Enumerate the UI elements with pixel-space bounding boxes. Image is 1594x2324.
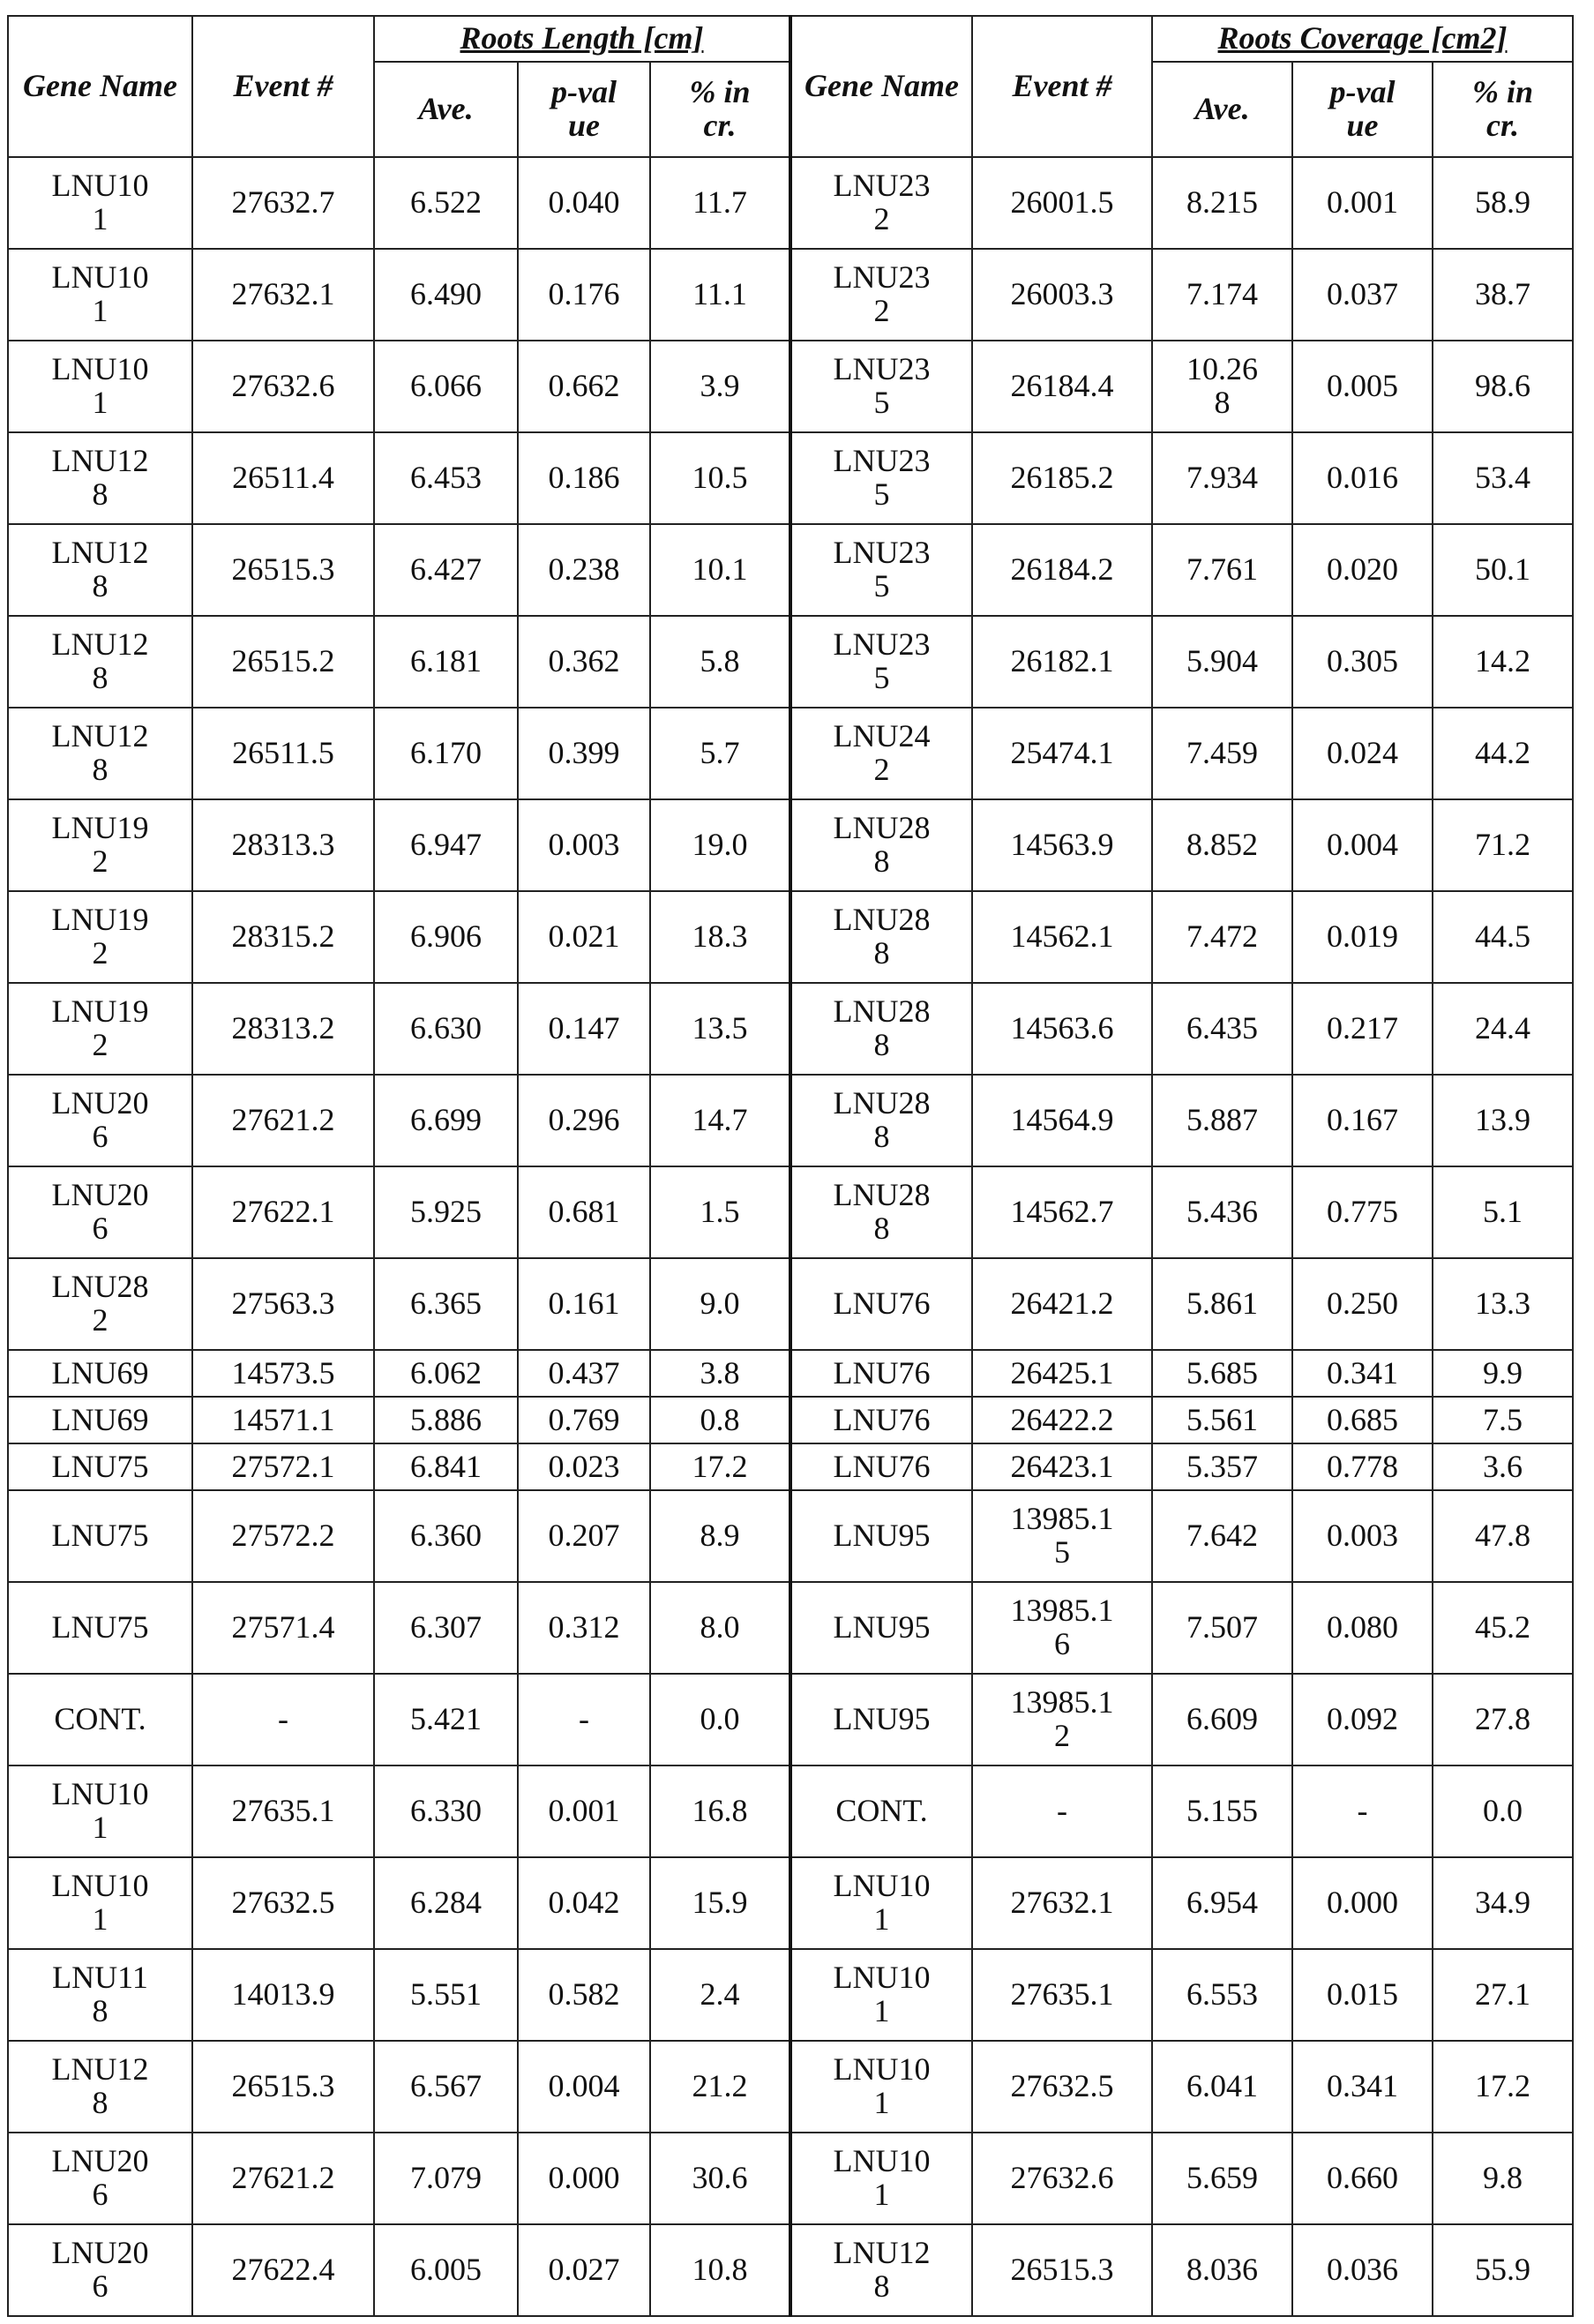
length-event-cell: 27635.1 — [192, 1765, 374, 1857]
coverage-event-cell: 26423.1 — [972, 1443, 1152, 1490]
coverage-ave-cell: 7.761 — [1152, 524, 1292, 616]
coverage-p-value-cell: 0.015 — [1292, 1949, 1433, 2041]
length-incr-cell: 11.1 — [650, 249, 790, 341]
coverage-incr-cell: 58.9 — [1433, 157, 1573, 249]
length-p-value-cell: 0.000 — [518, 2133, 650, 2224]
length-ave-cell: 6.066 — [374, 341, 518, 432]
length-incr-cell: 2.4 — [650, 1949, 790, 2041]
table-row — [8, 708, 1573, 799]
coverage-gene-name-cell: LNU76 — [790, 1443, 972, 1490]
length-p-value-cell: 0.362 — [518, 616, 650, 708]
header-incr-left: % incr. — [650, 62, 790, 157]
table-row — [8, 157, 1573, 249]
length-incr-cell: 5.8 — [650, 616, 790, 708]
header-ave-left: Ave. — [374, 62, 518, 157]
table-row — [8, 1443, 1573, 1490]
coverage-incr-cell: 14.2 — [1433, 616, 1573, 708]
length-gene-name-cell: LNU128 — [8, 524, 192, 616]
length-p-value-cell: 0.001 — [518, 1765, 650, 1857]
coverage-incr-cell: 7.5 — [1433, 1397, 1573, 1443]
table-row — [8, 983, 1573, 1075]
coverage-p-value-cell: 0.020 — [1292, 524, 1433, 616]
length-gene-name-cell: LNU192 — [8, 983, 192, 1075]
table-row — [8, 2133, 1573, 2224]
length-ave-cell: 6.490 — [374, 249, 518, 341]
header-event-left: Event # — [192, 16, 374, 157]
table-row — [8, 432, 1573, 524]
coverage-ave-cell: 5.659 — [1152, 2133, 1292, 2224]
table-row — [8, 1075, 1573, 1166]
table-row — [8, 1258, 1573, 1350]
length-event-cell: 27571.4 — [192, 1582, 374, 1674]
length-gene-name-cell: LNU206 — [8, 2224, 192, 2316]
length-p-value-cell: 0.021 — [518, 891, 650, 983]
coverage-p-value-cell: 0.004 — [1292, 799, 1433, 891]
length-incr-cell: 15.9 — [650, 1857, 790, 1949]
length-incr-cell: 5.7 — [650, 708, 790, 799]
table-row — [8, 1582, 1573, 1674]
coverage-p-value-cell: 0.005 — [1292, 341, 1433, 432]
length-incr-cell: 21.2 — [650, 2041, 790, 2133]
coverage-event-cell: 27635.1 — [972, 1949, 1152, 2041]
length-ave-cell: 5.421 — [374, 1674, 518, 1765]
coverage-p-value-cell: 0.003 — [1292, 1490, 1433, 1582]
coverage-ave-cell: 5.561 — [1152, 1397, 1292, 1443]
length-incr-cell: 8.0 — [650, 1582, 790, 1674]
length-p-value-cell: 0.003 — [518, 799, 650, 891]
table-row — [8, 249, 1573, 341]
coverage-incr-cell: 44.5 — [1433, 891, 1573, 983]
coverage-event-cell: 14562.7 — [972, 1166, 1152, 1258]
coverage-p-value-cell: 0.775 — [1292, 1166, 1433, 1258]
coverage-event-cell: 27632.6 — [972, 2133, 1152, 2224]
coverage-gene-name-cell: LNU101 — [790, 1949, 972, 2041]
length-event-cell: 27622.1 — [192, 1166, 374, 1258]
table-row — [8, 1397, 1573, 1443]
header-p-value-right: p-value — [1292, 62, 1433, 157]
coverage-gene-name-cell: LNU288 — [790, 1166, 972, 1258]
length-p-value-cell: 0.582 — [518, 1949, 650, 2041]
coverage-incr-cell: 0.0 — [1433, 1765, 1573, 1857]
coverage-p-value-cell: 0.250 — [1292, 1258, 1433, 1350]
coverage-ave-cell: 6.435 — [1152, 983, 1292, 1075]
coverage-ave-cell: 5.357 — [1152, 1443, 1292, 1490]
coverage-event-cell: 26003.3 — [972, 249, 1152, 341]
coverage-ave-cell: 5.155 — [1152, 1765, 1292, 1857]
length-incr-cell: 19.0 — [650, 799, 790, 891]
coverage-gene-name-cell: LNU235 — [790, 616, 972, 708]
header-event-right: Event # — [972, 16, 1152, 157]
coverage-event-cell: 26185.2 — [972, 432, 1152, 524]
length-event-cell: 28313.2 — [192, 983, 374, 1075]
coverage-event-cell: 13985.12 — [972, 1674, 1152, 1765]
table-body — [8, 157, 1573, 2316]
length-p-value-cell: 0.004 — [518, 2041, 650, 2133]
length-event-cell: 26511.5 — [192, 708, 374, 799]
coverage-incr-cell: 3.6 — [1433, 1443, 1573, 1490]
coverage-gene-name-cell: LNU288 — [790, 1075, 972, 1166]
length-incr-cell: 11.7 — [650, 157, 790, 249]
coverage-event-cell: 26421.2 — [972, 1258, 1152, 1350]
length-incr-cell: 1.5 — [650, 1166, 790, 1258]
length-gene-name-cell: LNU282 — [8, 1258, 192, 1350]
coverage-p-value-cell: 0.036 — [1292, 2224, 1433, 2316]
coverage-event-cell: 26184.4 — [972, 341, 1152, 432]
coverage-ave-cell: 7.507 — [1152, 1582, 1292, 1674]
coverage-incr-cell: 13.9 — [1433, 1075, 1573, 1166]
length-gene-name-cell: CONT. — [8, 1674, 192, 1765]
coverage-p-value-cell: 0.341 — [1292, 2041, 1433, 2133]
coverage-ave-cell: 10.268 — [1152, 341, 1292, 432]
length-p-value-cell: 0.023 — [518, 1443, 650, 1490]
length-incr-cell: 10.5 — [650, 432, 790, 524]
coverage-incr-cell: 34.9 — [1433, 1857, 1573, 1949]
length-gene-name-cell: LNU75 — [8, 1582, 192, 1674]
table-row — [8, 1674, 1573, 1765]
length-event-cell: 26511.4 — [192, 432, 374, 524]
coverage-event-cell: 14562.1 — [972, 891, 1152, 983]
length-p-value-cell: 0.161 — [518, 1258, 650, 1350]
length-ave-cell: 5.886 — [374, 1397, 518, 1443]
length-p-value-cell: 0.042 — [518, 1857, 650, 1949]
coverage-gene-name-cell: LNU242 — [790, 708, 972, 799]
coverage-event-cell: 27632.1 — [972, 1857, 1152, 1949]
coverage-p-value-cell: 0.037 — [1292, 249, 1433, 341]
length-gene-name-cell: LNU128 — [8, 2041, 192, 2133]
coverage-gene-name-cell: LNU76 — [790, 1397, 972, 1443]
coverage-p-value-cell: 0.167 — [1292, 1075, 1433, 1166]
coverage-gene-name-cell: LNU232 — [790, 157, 972, 249]
length-event-cell: 27632.1 — [192, 249, 374, 341]
length-incr-cell: 3.9 — [650, 341, 790, 432]
coverage-ave-cell: 6.041 — [1152, 2041, 1292, 2133]
length-ave-cell: 6.841 — [374, 1443, 518, 1490]
table-row — [8, 2224, 1573, 2316]
length-gene-name-cell: LNU75 — [8, 1490, 192, 1582]
coverage-incr-cell: 98.6 — [1433, 341, 1573, 432]
length-p-value-cell: 0.176 — [518, 249, 650, 341]
coverage-event-cell: 14563.9 — [972, 799, 1152, 891]
coverage-ave-cell: 7.472 — [1152, 891, 1292, 983]
table-row — [8, 524, 1573, 616]
length-incr-cell: 9.0 — [650, 1258, 790, 1350]
length-event-cell: 14013.9 — [192, 1949, 374, 2041]
header-gene-name-right: Gene Name — [790, 16, 972, 157]
coverage-incr-cell: 71.2 — [1433, 799, 1573, 891]
coverage-ave-cell: 8.036 — [1152, 2224, 1292, 2316]
length-gene-name-cell: LNU118 — [8, 1949, 192, 2041]
table-row — [8, 891, 1573, 983]
length-incr-cell: 18.3 — [650, 891, 790, 983]
length-event-cell: 14571.1 — [192, 1397, 374, 1443]
table-row — [8, 616, 1573, 708]
length-event-cell: 27621.2 — [192, 1075, 374, 1166]
length-incr-cell: 0.0 — [650, 1674, 790, 1765]
length-gene-name-cell: LNU69 — [8, 1350, 192, 1397]
coverage-incr-cell: 47.8 — [1433, 1490, 1573, 1582]
coverage-gene-name-cell: LNU235 — [790, 341, 972, 432]
header-incr-right: % incr. — [1433, 62, 1573, 157]
length-gene-name-cell: LNU128 — [8, 708, 192, 799]
length-event-cell: 27632.7 — [192, 157, 374, 249]
length-ave-cell: 6.330 — [374, 1765, 518, 1857]
coverage-p-value-cell: 0.024 — [1292, 708, 1433, 799]
length-incr-cell: 0.8 — [650, 1397, 790, 1443]
coverage-gene-name-cell: LNU288 — [790, 799, 972, 891]
coverage-ave-cell: 7.934 — [1152, 432, 1292, 524]
length-incr-cell: 10.8 — [650, 2224, 790, 2316]
coverage-gene-name-cell: LNU101 — [790, 2041, 972, 2133]
coverage-event-cell: - — [972, 1765, 1152, 1857]
length-p-value-cell: 0.681 — [518, 1166, 650, 1258]
length-event-cell: 27572.2 — [192, 1490, 374, 1582]
length-incr-cell: 16.8 — [650, 1765, 790, 1857]
length-event-cell: 27572.1 — [192, 1443, 374, 1490]
table-row — [8, 1949, 1573, 2041]
length-gene-name-cell: LNU101 — [8, 1765, 192, 1857]
length-ave-cell: 6.630 — [374, 983, 518, 1075]
length-ave-cell: 6.170 — [374, 708, 518, 799]
length-event-cell: 28315.2 — [192, 891, 374, 983]
coverage-incr-cell: 53.4 — [1433, 432, 1573, 524]
length-gene-name-cell: LNU101 — [8, 157, 192, 249]
table-row — [8, 1490, 1573, 1582]
length-ave-cell: 6.360 — [374, 1490, 518, 1582]
length-p-value-cell: 0.312 — [518, 1582, 650, 1674]
length-gene-name-cell: LNU75 — [8, 1443, 192, 1490]
length-ave-cell: 6.062 — [374, 1350, 518, 1397]
length-ave-cell: 6.567 — [374, 2041, 518, 2133]
coverage-event-cell: 27632.5 — [972, 2041, 1152, 2133]
results-table — [7, 15, 1574, 2317]
coverage-gene-name-cell: LNU235 — [790, 524, 972, 616]
coverage-ave-cell: 7.459 — [1152, 708, 1292, 799]
length-p-value-cell: 0.027 — [518, 2224, 650, 2316]
coverage-event-cell: 26001.5 — [972, 157, 1152, 249]
coverage-incr-cell: 9.8 — [1433, 2133, 1573, 2224]
coverage-gene-name-cell: LNU101 — [790, 1857, 972, 1949]
coverage-ave-cell: 5.861 — [1152, 1258, 1292, 1350]
length-p-value-cell: 0.399 — [518, 708, 650, 799]
table-row — [8, 1350, 1573, 1397]
coverage-p-value-cell: 0.305 — [1292, 616, 1433, 708]
length-event-cell: 27622.4 — [192, 2224, 374, 2316]
coverage-ave-cell: 5.436 — [1152, 1166, 1292, 1258]
length-event-cell: 27563.3 — [192, 1258, 374, 1350]
length-gene-name-cell: LNU206 — [8, 2133, 192, 2224]
header-ave-right: Ave. — [1152, 62, 1292, 157]
coverage-incr-cell: 5.1 — [1433, 1166, 1573, 1258]
length-gene-name-cell: LNU101 — [8, 249, 192, 341]
length-incr-cell: 17.2 — [650, 1443, 790, 1490]
length-gene-name-cell: LNU101 — [8, 1857, 192, 1949]
coverage-ave-cell: 6.609 — [1152, 1674, 1292, 1765]
length-gene-name-cell: LNU192 — [8, 891, 192, 983]
length-p-value-cell: 0.662 — [518, 341, 650, 432]
coverage-event-cell: 13985.15 — [972, 1490, 1152, 1582]
coverage-p-value-cell: 0.000 — [1292, 1857, 1433, 1949]
length-ave-cell: 6.181 — [374, 616, 518, 708]
coverage-gene-name-cell: LNU232 — [790, 249, 972, 341]
coverage-incr-cell: 9.9 — [1433, 1350, 1573, 1397]
coverage-p-value-cell: 0.685 — [1292, 1397, 1433, 1443]
length-p-value-cell: 0.296 — [518, 1075, 650, 1166]
coverage-event-cell: 25474.1 — [972, 708, 1152, 799]
coverage-p-value-cell: 0.217 — [1292, 983, 1433, 1075]
length-event-cell: 14573.5 — [192, 1350, 374, 1397]
coverage-gene-name-cell: LNU235 — [790, 432, 972, 524]
coverage-gene-name-cell: CONT. — [790, 1765, 972, 1857]
length-p-value-cell: 0.040 — [518, 157, 650, 249]
length-gene-name-cell: LNU192 — [8, 799, 192, 891]
coverage-p-value-cell: 0.080 — [1292, 1582, 1433, 1674]
coverage-p-value-cell: 0.778 — [1292, 1443, 1433, 1490]
length-event-cell: 26515.2 — [192, 616, 374, 708]
length-incr-cell: 14.7 — [650, 1075, 790, 1166]
table-row — [8, 1857, 1573, 1949]
table-row — [8, 2041, 1573, 2133]
coverage-ave-cell: 5.685 — [1152, 1350, 1292, 1397]
length-ave-cell: 6.284 — [374, 1857, 518, 1949]
length-gene-name-cell: LNU206 — [8, 1166, 192, 1258]
coverage-gene-name-cell: LNU101 — [790, 2133, 972, 2224]
length-event-cell: - — [192, 1674, 374, 1765]
length-p-value-cell: 0.437 — [518, 1350, 650, 1397]
length-p-value-cell: 0.147 — [518, 983, 650, 1075]
length-ave-cell: 7.079 — [374, 2133, 518, 2224]
table-row — [8, 799, 1573, 891]
coverage-incr-cell: 17.2 — [1433, 2041, 1573, 2133]
length-incr-cell: 8.9 — [650, 1490, 790, 1582]
coverage-ave-cell: 7.174 — [1152, 249, 1292, 341]
coverage-p-value-cell: 0.660 — [1292, 2133, 1433, 2224]
length-gene-name-cell: LNU206 — [8, 1075, 192, 1166]
length-event-cell: 26515.3 — [192, 2041, 374, 2133]
coverage-incr-cell: 45.2 — [1433, 1582, 1573, 1674]
coverage-p-value-cell: 0.016 — [1292, 432, 1433, 524]
coverage-ave-cell: 8.215 — [1152, 157, 1292, 249]
header-roots-coverage: Roots Coverage [cm2] — [1152, 16, 1573, 62]
coverage-ave-cell: 6.954 — [1152, 1857, 1292, 1949]
coverage-event-cell: 14563.6 — [972, 983, 1152, 1075]
coverage-p-value-cell: 0.092 — [1292, 1674, 1433, 1765]
coverage-event-cell: 13985.16 — [972, 1582, 1152, 1674]
length-p-value-cell: - — [518, 1674, 650, 1765]
coverage-p-value-cell: - — [1292, 1765, 1433, 1857]
length-event-cell: 27632.6 — [192, 341, 374, 432]
coverage-gene-name-cell: LNU76 — [790, 1350, 972, 1397]
coverage-ave-cell: 6.553 — [1152, 1949, 1292, 2041]
coverage-gene-name-cell: LNU95 — [790, 1490, 972, 1582]
length-event-cell: 26515.3 — [192, 524, 374, 616]
length-event-cell: 27632.5 — [192, 1857, 374, 1949]
length-ave-cell: 6.453 — [374, 432, 518, 524]
header-p-value-left: p-value — [518, 62, 650, 157]
header-roots-length: Roots Length [cm] — [374, 16, 790, 62]
coverage-incr-cell: 13.3 — [1433, 1258, 1573, 1350]
length-ave-cell: 6.427 — [374, 524, 518, 616]
length-ave-cell: 5.925 — [374, 1166, 518, 1258]
length-p-value-cell: 0.207 — [518, 1490, 650, 1582]
length-gene-name-cell: LNU128 — [8, 432, 192, 524]
length-gene-name-cell: LNU101 — [8, 341, 192, 432]
length-p-value-cell: 0.769 — [518, 1397, 650, 1443]
coverage-ave-cell: 5.887 — [1152, 1075, 1292, 1166]
coverage-event-cell: 26422.2 — [972, 1397, 1152, 1443]
coverage-gene-name-cell: LNU128 — [790, 2224, 972, 2316]
coverage-incr-cell: 55.9 — [1433, 2224, 1573, 2316]
coverage-gene-name-cell: LNU95 — [790, 1674, 972, 1765]
header-gene-name-left: Gene Name — [8, 16, 192, 157]
coverage-incr-cell: 27.8 — [1433, 1674, 1573, 1765]
length-ave-cell: 5.551 — [374, 1949, 518, 2041]
coverage-event-cell: 26515.3 — [972, 2224, 1152, 2316]
coverage-gene-name-cell: LNU288 — [790, 983, 972, 1075]
length-gene-name-cell: LNU69 — [8, 1397, 192, 1443]
length-ave-cell: 6.699 — [374, 1075, 518, 1166]
length-ave-cell: 6.906 — [374, 891, 518, 983]
coverage-ave-cell: 7.642 — [1152, 1490, 1292, 1582]
length-gene-name-cell: LNU128 — [8, 616, 192, 708]
coverage-gene-name-cell: LNU95 — [790, 1582, 972, 1674]
length-incr-cell: 3.8 — [650, 1350, 790, 1397]
coverage-event-cell: 26184.2 — [972, 524, 1152, 616]
table-row — [8, 1765, 1573, 1857]
coverage-p-value-cell: 0.001 — [1292, 157, 1433, 249]
length-ave-cell: 6.307 — [374, 1582, 518, 1674]
coverage-ave-cell: 5.904 — [1152, 616, 1292, 708]
table-row — [8, 341, 1573, 432]
coverage-p-value-cell: 0.341 — [1292, 1350, 1433, 1397]
length-ave-cell: 6.522 — [374, 157, 518, 249]
length-incr-cell: 30.6 — [650, 2133, 790, 2224]
length-incr-cell: 13.5 — [650, 983, 790, 1075]
length-p-value-cell: 0.186 — [518, 432, 650, 524]
coverage-incr-cell: 27.1 — [1433, 1949, 1573, 2041]
coverage-event-cell: 26182.1 — [972, 616, 1152, 708]
coverage-event-cell: 26425.1 — [972, 1350, 1152, 1397]
coverage-incr-cell: 38.7 — [1433, 249, 1573, 341]
coverage-gene-name-cell: LNU76 — [790, 1258, 972, 1350]
coverage-gene-name-cell: LNU288 — [790, 891, 972, 983]
length-event-cell: 27621.2 — [192, 2133, 374, 2224]
coverage-ave-cell: 8.852 — [1152, 799, 1292, 891]
length-incr-cell: 10.1 — [650, 524, 790, 616]
length-ave-cell: 6.947 — [374, 799, 518, 891]
coverage-p-value-cell: 0.019 — [1292, 891, 1433, 983]
length-event-cell: 28313.3 — [192, 799, 374, 891]
length-ave-cell: 6.005 — [374, 2224, 518, 2316]
coverage-event-cell: 14564.9 — [972, 1075, 1152, 1166]
coverage-incr-cell: 44.2 — [1433, 708, 1573, 799]
table-row — [8, 1166, 1573, 1258]
coverage-incr-cell: 50.1 — [1433, 524, 1573, 616]
length-p-value-cell: 0.238 — [518, 524, 650, 616]
coverage-incr-cell: 24.4 — [1433, 983, 1573, 1075]
length-ave-cell: 6.365 — [374, 1258, 518, 1350]
